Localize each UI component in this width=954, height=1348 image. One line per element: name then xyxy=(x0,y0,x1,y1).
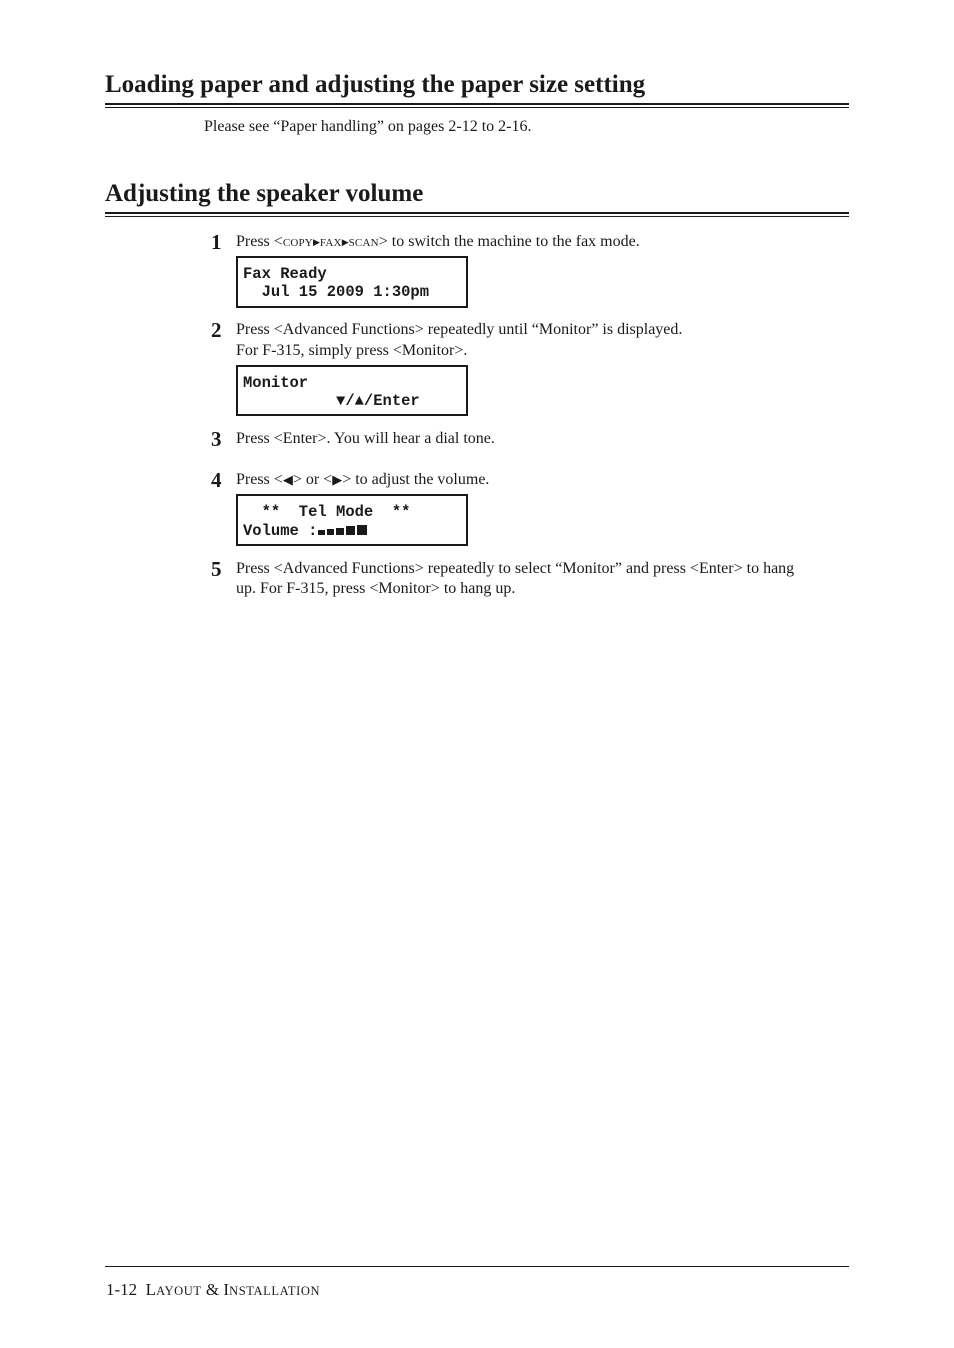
volume-bar xyxy=(318,530,325,535)
heading-rule-thin xyxy=(105,107,849,108)
section-heading-speaker-volume: Adjusting the speaker volume xyxy=(105,180,424,207)
step-5-line-2: up. For F-315, press <Monitor> to hang up. xyxy=(236,580,516,597)
step-number-2: 2 xyxy=(211,318,222,342)
section-heading-loading-paper: Loading paper and adjusting the paper size setting xyxy=(105,71,646,98)
lcd-display-monitor xyxy=(236,365,468,416)
right-arrow-icon: ▶ xyxy=(332,472,343,487)
step-5-line-1: Press <Advanced Functions> repeatedly to select “Monitor” and press <Enter> to hang xyxy=(236,560,795,577)
key-copy: COPY xyxy=(282,237,313,249)
volume-bar xyxy=(357,525,367,535)
step-4-text xyxy=(236,470,489,490)
footer-section-I: I xyxy=(223,1280,230,1299)
left-arrow-icon: ◀ xyxy=(282,472,293,487)
footer-section-amp: & xyxy=(201,1280,224,1299)
paper-handling-note: Please see “Paper handling” on pages 2-12 to 2-16. xyxy=(204,118,532,135)
footer-section-ayout: AYOUT xyxy=(156,1284,202,1298)
heading-rule xyxy=(105,103,849,105)
step-2-line-1: Press <Advanced Functions> repeatedly until “Monitor” is displayed. xyxy=(236,321,683,338)
heading-rule xyxy=(105,212,849,214)
volume-label: Volume : xyxy=(243,522,318,540)
volume-bar xyxy=(336,528,344,535)
lcd-display-tel-mode xyxy=(236,494,468,546)
step-1-pre: Press < xyxy=(236,233,283,250)
step-number-5: 5 xyxy=(211,557,222,581)
step-1-text xyxy=(236,232,640,253)
step-4-pre: Press < xyxy=(236,471,283,488)
step-1-post: > to switch the machine to the fax mode. xyxy=(378,233,640,250)
step-number-3: 3 xyxy=(211,427,222,451)
step-number-1: 1 xyxy=(211,230,222,254)
volume-bar xyxy=(346,526,355,535)
triangle-right-icon: ▶ xyxy=(341,237,349,247)
lcd-line-1: Monitor xyxy=(243,374,309,392)
footer-section-nstallation: NSTALLATION xyxy=(229,1284,321,1298)
heading-rule-thin xyxy=(105,216,849,217)
page-number: 1-12 xyxy=(106,1280,138,1299)
lcd-line-2 xyxy=(243,522,369,540)
step-number-4: 4 xyxy=(211,468,222,492)
key-scan: SCAN xyxy=(348,237,379,249)
triangle-right-icon: ▶ xyxy=(312,237,320,247)
step-2-line-2: For F-315, simply press <Monitor>. xyxy=(236,342,468,359)
lcd-line-1: Fax Ready xyxy=(243,265,327,283)
volume-bar xyxy=(327,529,334,535)
key-fax: FAX xyxy=(319,237,342,249)
step-4-mid: > or < xyxy=(292,471,333,488)
step-3-text: Press <Enter>. You will hear a dial tone. xyxy=(236,430,495,447)
footer-section-L: L xyxy=(145,1280,157,1299)
lcd-line-2: Jul 15 2009 1:30pm xyxy=(243,283,430,301)
lcd-display-fax-ready xyxy=(236,256,468,308)
lcd-line-2: ▼/▲/Enter xyxy=(243,392,420,410)
step-4-post: > to adjust the volume. xyxy=(342,471,490,488)
footer-rule xyxy=(105,1266,849,1267)
page-footer xyxy=(106,1280,320,1301)
lcd-line-1: ** Tel Mode ** xyxy=(243,503,411,521)
volume-level-indicator xyxy=(318,522,369,540)
